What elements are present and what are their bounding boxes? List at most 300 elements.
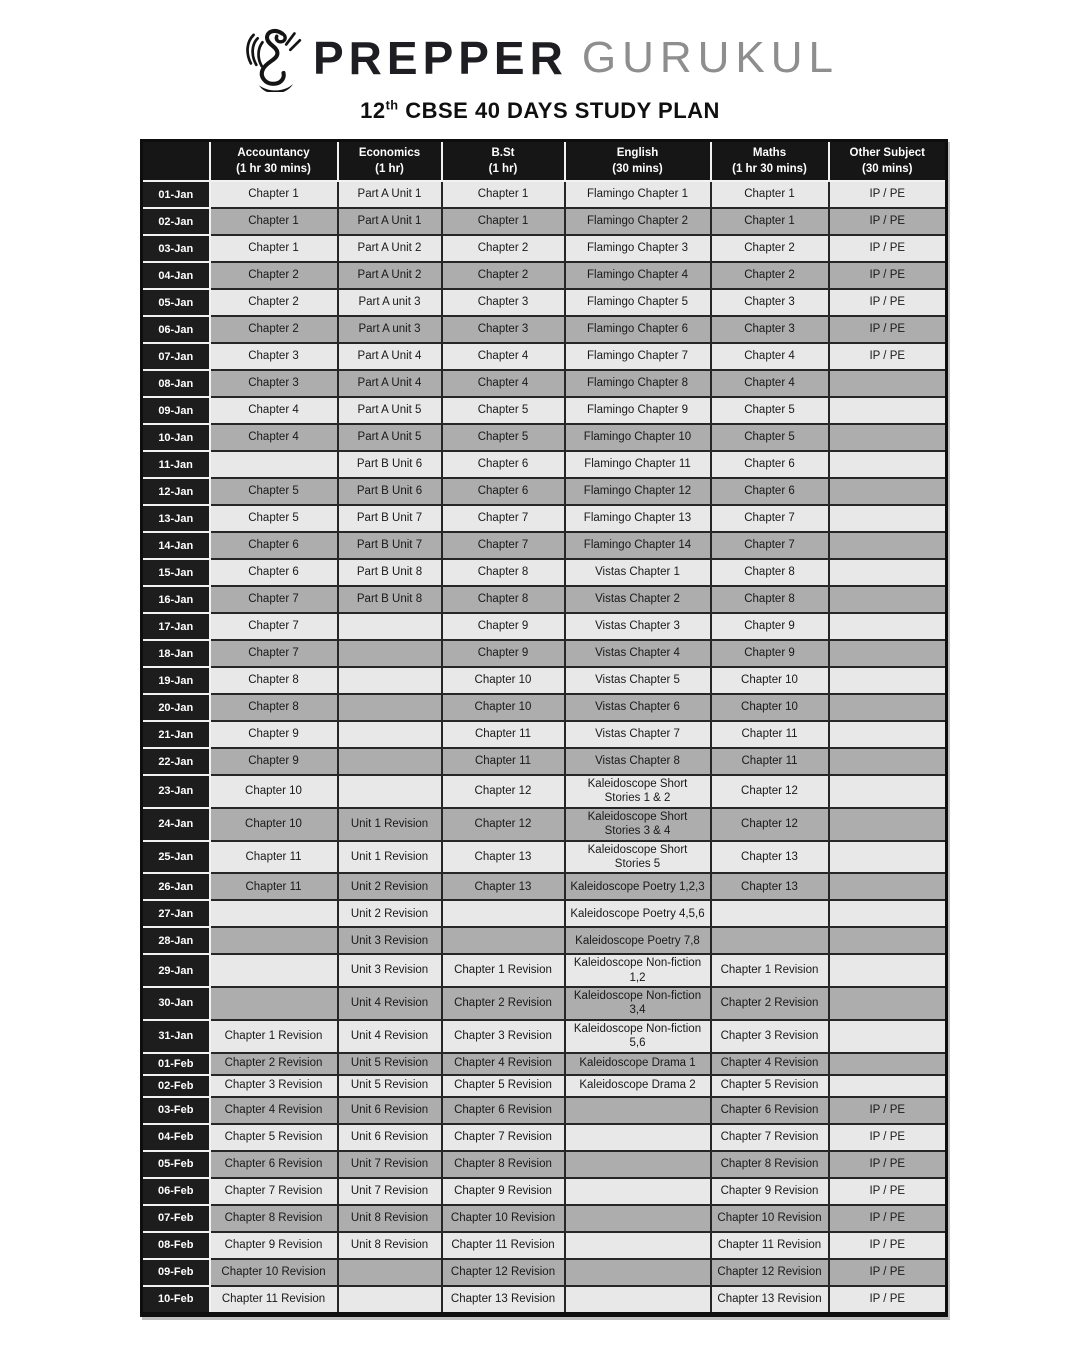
- brand-header: [0, 0, 1080, 124]
- swan-logo-icon: [241, 24, 307, 92]
- plan-cell-05-jan-accountancy: Chapter 2: [210, 289, 338, 316]
- plan-cell-15-jan-maths: Chapter 8: [711, 559, 829, 586]
- plan-cell-09-feb-english: [565, 1259, 711, 1286]
- plan-cell-26-jan-economics: Unit 2 Revision: [338, 873, 442, 900]
- plan-cell-08-feb-other-subject: IP / PE: [829, 1232, 947, 1259]
- plan-row-31-jan: [142, 1020, 947, 1053]
- date-cell-20-jan: 20-Jan: [142, 694, 210, 721]
- study-plan-table: [140, 139, 948, 1317]
- plan-cell-18-jan-other-subject: [829, 640, 947, 667]
- plan-cell-05-jan-other-subject: IP / PE: [829, 289, 947, 316]
- plan-cell-10-jan-other-subject: [829, 424, 947, 451]
- plan-cell-10-feb-english: [565, 1286, 711, 1315]
- plan-cell-27-jan-economics: Unit 2 Revision: [338, 900, 442, 927]
- col-header-economics: Economics (1 hr): [338, 141, 442, 182]
- plan-cell-30-jan-english: Kaleidoscope Non-fiction 3,4: [565, 987, 711, 1020]
- plan-cell-08-feb-english: [565, 1232, 711, 1259]
- plan-cell-05-feb-english: [565, 1151, 711, 1178]
- plan-cell-28-jan-economics: Unit 3 Revision: [338, 927, 442, 954]
- brand-name-secondary: GURUKUL: [581, 33, 839, 82]
- plan-cell-04-jan-b-st: Chapter 2: [442, 262, 565, 289]
- plan-cell-26-jan-maths: Chapter 13: [711, 873, 829, 900]
- plan-cell-04-feb-english: [565, 1124, 711, 1151]
- plan-cell-14-jan-other-subject: [829, 532, 947, 559]
- plan-cell-09-feb-maths: Chapter 12 Revision: [711, 1259, 829, 1286]
- date-cell-27-jan: 27-Jan: [142, 900, 210, 927]
- plan-cell-19-jan-other-subject: [829, 667, 947, 694]
- plan-cell-02-feb-accountancy: Chapter 3 Revision: [210, 1075, 338, 1097]
- plan-cell-02-jan-other-subject: IP / PE: [829, 208, 947, 235]
- plan-cell-26-jan-english: Kaleidoscope Poetry 1,2,3: [565, 873, 711, 900]
- plan-cell-08-jan-maths: Chapter 4: [711, 370, 829, 397]
- plan-cell-27-jan-accountancy: [210, 900, 338, 927]
- plan-cell-09-jan-english: Flamingo Chapter 9: [565, 397, 711, 424]
- header-row: [142, 141, 947, 182]
- plan-cell-10-jan-accountancy: Chapter 4: [210, 424, 338, 451]
- plan-cell-08-feb-accountancy: Chapter 9 Revision: [210, 1232, 338, 1259]
- date-cell-01-feb: 01-Feb: [142, 1053, 210, 1075]
- plan-cell-02-jan-accountancy: Chapter 1: [210, 208, 338, 235]
- plan-row-17-jan: [142, 613, 947, 640]
- plan-cell-10-feb-accountancy: Chapter 11 Revision: [210, 1286, 338, 1315]
- plan-cell-01-feb-other-subject: [829, 1053, 947, 1075]
- plan-cell-22-jan-maths: Chapter 11: [711, 748, 829, 775]
- plan-cell-19-jan-accountancy: Chapter 8: [210, 667, 338, 694]
- brand-name-primary: PREPPER: [312, 32, 568, 84]
- plan-cell-27-jan-english: Kaleidoscope Poetry 4,5,6: [565, 900, 711, 927]
- date-cell-04-jan: 04-Jan: [142, 262, 210, 289]
- plan-cell-22-jan-accountancy: Chapter 9: [210, 748, 338, 775]
- plan-cell-10-jan-english: Flamingo Chapter 10: [565, 424, 711, 451]
- plan-cell-03-feb-b-st: Chapter 6 Revision: [442, 1097, 565, 1124]
- plan-cell-30-jan-accountancy: [210, 987, 338, 1020]
- plan-cell-26-jan-b-st: Chapter 13: [442, 873, 565, 900]
- plan-row-15-jan: [142, 559, 947, 586]
- plan-cell-07-feb-b-st: Chapter 10 Revision: [442, 1205, 565, 1232]
- plan-cell-17-jan-maths: Chapter 9: [711, 613, 829, 640]
- plan-cell-06-feb-economics: Unit 7 Revision: [338, 1178, 442, 1205]
- plan-row-12-jan: [142, 478, 947, 505]
- plan-cell-03-feb-maths: Chapter 6 Revision: [711, 1097, 829, 1124]
- plan-cell-01-feb-english: Kaleidoscope Drama 1: [565, 1053, 711, 1075]
- plan-row-02-feb: [142, 1075, 947, 1097]
- plan-cell-24-jan-b-st: Chapter 12: [442, 808, 565, 841]
- plan-cell-20-jan-b-st: Chapter 10: [442, 694, 565, 721]
- plan-cell-19-jan-maths: Chapter 10: [711, 667, 829, 694]
- plan-cell-04-jan-maths: Chapter 2: [711, 262, 829, 289]
- plan-cell-31-jan-economics: Unit 4 Revision: [338, 1020, 442, 1053]
- plan-cell-23-jan-accountancy: Chapter 10: [210, 775, 338, 808]
- plan-cell-01-feb-b-st: Chapter 4 Revision: [442, 1053, 565, 1075]
- date-cell-03-jan: 03-Jan: [142, 235, 210, 262]
- plan-cell-16-jan-maths: Chapter 8: [711, 586, 829, 613]
- plan-cell-08-feb-economics: Unit 8 Revision: [338, 1232, 442, 1259]
- plan-cell-09-jan-maths: Chapter 5: [711, 397, 829, 424]
- plan-cell-10-jan-economics: Part A Unit 5: [338, 424, 442, 451]
- date-cell-26-jan: 26-Jan: [142, 873, 210, 900]
- plan-cell-01-feb-maths: Chapter 4 Revision: [711, 1053, 829, 1075]
- plan-cell-20-jan-economics: [338, 694, 442, 721]
- plan-cell-17-jan-english: Vistas Chapter 3: [565, 613, 711, 640]
- page-title-grade-suffix: th: [385, 97, 399, 113]
- plan-cell-18-jan-maths: Chapter 9: [711, 640, 829, 667]
- plan-cell-05-feb-b-st: Chapter 8 Revision: [442, 1151, 565, 1178]
- plan-cell-08-jan-economics: Part A Unit 4: [338, 370, 442, 397]
- plan-cell-29-jan-maths: Chapter 1 Revision: [711, 954, 829, 987]
- plan-cell-16-jan-other-subject: [829, 586, 947, 613]
- plan-cell-21-jan-maths: Chapter 11: [711, 721, 829, 748]
- plan-cell-06-jan-b-st: Chapter 3: [442, 316, 565, 343]
- plan-row-07-feb: [142, 1205, 947, 1232]
- plan-cell-25-jan-economics: Unit 1 Revision: [338, 841, 442, 874]
- plan-cell-21-jan-economics: [338, 721, 442, 748]
- plan-cell-07-feb-accountancy: Chapter 8 Revision: [210, 1205, 338, 1232]
- plan-cell-14-jan-economics: Part B Unit 7: [338, 532, 442, 559]
- date-cell-13-jan: 13-Jan: [142, 505, 210, 532]
- plan-row-09-jan: [142, 397, 947, 424]
- plan-cell-04-jan-english: Flamingo Chapter 4: [565, 262, 711, 289]
- plan-cell-05-jan-english: Flamingo Chapter 5: [565, 289, 711, 316]
- plan-cell-03-jan-economics: Part A Unit 2: [338, 235, 442, 262]
- plan-cell-16-jan-b-st: Chapter 8: [442, 586, 565, 613]
- plan-row-10-feb: [142, 1286, 947, 1315]
- plan-cell-07-jan-b-st: Chapter 4: [442, 343, 565, 370]
- plan-cell-11-jan-english: Flamingo Chapter 11: [565, 451, 711, 478]
- plan-cell-25-jan-maths: Chapter 13: [711, 841, 829, 874]
- plan-cell-05-jan-economics: Part A unit 3: [338, 289, 442, 316]
- plan-cell-09-jan-accountancy: Chapter 4: [210, 397, 338, 424]
- plan-cell-16-jan-english: Vistas Chapter 2: [565, 586, 711, 613]
- plan-cell-03-feb-economics: Unit 6 Revision: [338, 1097, 442, 1124]
- plan-cell-01-jan-maths: Chapter 1: [711, 181, 829, 208]
- plan-row-24-jan: [142, 808, 947, 841]
- date-cell-30-jan: 30-Jan: [142, 987, 210, 1020]
- date-cell-01-jan: 01-Jan: [142, 181, 210, 208]
- plan-cell-10-feb-other-subject: IP / PE: [829, 1286, 947, 1315]
- date-cell-09-jan: 09-Jan: [142, 397, 210, 424]
- plan-cell-24-jan-maths: Chapter 12: [711, 808, 829, 841]
- plan-cell-03-feb-english: [565, 1097, 711, 1124]
- plan-cell-14-jan-english: Flamingo Chapter 14: [565, 532, 711, 559]
- date-cell-10-feb: 10-Feb: [142, 1286, 210, 1315]
- plan-cell-05-jan-maths: Chapter 3: [711, 289, 829, 316]
- plan-cell-31-jan-maths: Chapter 3 Revision: [711, 1020, 829, 1053]
- date-cell-10-jan: 10-Jan: [142, 424, 210, 451]
- plan-cell-04-jan-other-subject: IP / PE: [829, 262, 947, 289]
- plan-cell-27-jan-b-st: [442, 900, 565, 927]
- plan-cell-29-jan-accountancy: [210, 954, 338, 987]
- plan-cell-02-jan-english: Flamingo Chapter 2: [565, 208, 711, 235]
- plan-cell-06-feb-b-st: Chapter 9 Revision: [442, 1178, 565, 1205]
- table-body: [142, 181, 947, 1314]
- date-cell-05-feb: 05-Feb: [142, 1151, 210, 1178]
- plan-cell-23-jan-economics: [338, 775, 442, 808]
- plan-cell-10-jan-maths: Chapter 5: [711, 424, 829, 451]
- plan-cell-10-feb-maths: Chapter 13 Revision: [711, 1286, 829, 1315]
- plan-cell-08-jan-english: Flamingo Chapter 8: [565, 370, 711, 397]
- plan-cell-02-feb-maths: Chapter 5 Revision: [711, 1075, 829, 1097]
- plan-cell-19-jan-economics: [338, 667, 442, 694]
- plan-cell-26-jan-other-subject: [829, 873, 947, 900]
- plan-cell-01-feb-accountancy: Chapter 2 Revision: [210, 1053, 338, 1075]
- plan-cell-07-feb-other-subject: IP / PE: [829, 1205, 947, 1232]
- plan-cell-29-jan-other-subject: [829, 954, 947, 987]
- plan-cell-01-jan-b-st: Chapter 1: [442, 181, 565, 208]
- plan-cell-24-jan-economics: Unit 1 Revision: [338, 808, 442, 841]
- plan-cell-11-jan-accountancy: [210, 451, 338, 478]
- plan-row-25-jan: [142, 841, 947, 874]
- plan-cell-26-jan-accountancy: Chapter 11: [210, 873, 338, 900]
- col-header-b-st: B.St (1 hr): [442, 141, 565, 182]
- table-header: [142, 141, 947, 182]
- plan-cell-07-jan-economics: Part A Unit 4: [338, 343, 442, 370]
- plan-cell-09-feb-other-subject: IP / PE: [829, 1259, 947, 1286]
- plan-cell-06-jan-other-subject: IP / PE: [829, 316, 947, 343]
- plan-cell-07-jan-accountancy: Chapter 3: [210, 343, 338, 370]
- plan-cell-30-jan-maths: Chapter 2 Revision: [711, 987, 829, 1020]
- plan-row-20-jan: [142, 694, 947, 721]
- plan-row-03-feb: [142, 1097, 947, 1124]
- plan-row-18-jan: [142, 640, 947, 667]
- plan-row-01-feb: [142, 1053, 947, 1075]
- date-cell-08-feb: 08-Feb: [142, 1232, 210, 1259]
- date-cell-31-jan: 31-Jan: [142, 1020, 210, 1053]
- date-cell-25-jan: 25-Jan: [142, 841, 210, 874]
- plan-cell-28-jan-maths: [711, 927, 829, 954]
- plan-cell-07-feb-english: [565, 1205, 711, 1232]
- plan-cell-18-jan-b-st: Chapter 9: [442, 640, 565, 667]
- plan-cell-08-jan-b-st: Chapter 4: [442, 370, 565, 397]
- plan-cell-06-feb-accountancy: Chapter 7 Revision: [210, 1178, 338, 1205]
- date-cell-21-jan: 21-Jan: [142, 721, 210, 748]
- plan-cell-30-jan-economics: Unit 4 Revision: [338, 987, 442, 1020]
- corner-cell: [142, 141, 210, 182]
- plan-cell-09-feb-accountancy: Chapter 10 Revision: [210, 1259, 338, 1286]
- plan-cell-29-jan-english: Kaleidoscope Non-fiction 1,2: [565, 954, 711, 987]
- plan-cell-02-feb-economics: Unit 5 Revision: [338, 1075, 442, 1097]
- plan-cell-03-jan-maths: Chapter 2: [711, 235, 829, 262]
- plan-row-06-jan: [142, 316, 947, 343]
- date-cell-28-jan: 28-Jan: [142, 927, 210, 954]
- plan-row-08-feb: [142, 1232, 947, 1259]
- plan-cell-12-jan-b-st: Chapter 6: [442, 478, 565, 505]
- plan-cell-22-jan-b-st: Chapter 11: [442, 748, 565, 775]
- plan-cell-11-jan-economics: Part B Unit 6: [338, 451, 442, 478]
- plan-cell-15-jan-accountancy: Chapter 6: [210, 559, 338, 586]
- plan-cell-25-jan-b-st: Chapter 13: [442, 841, 565, 874]
- date-cell-24-jan: 24-Jan: [142, 808, 210, 841]
- plan-cell-29-jan-economics: Unit 3 Revision: [338, 954, 442, 987]
- plan-cell-02-jan-economics: Part A Unit 1: [338, 208, 442, 235]
- date-cell-08-jan: 08-Jan: [142, 370, 210, 397]
- date-cell-11-jan: 11-Jan: [142, 451, 210, 478]
- plan-cell-17-jan-other-subject: [829, 613, 947, 640]
- plan-cell-03-jan-english: Flamingo Chapter 3: [565, 235, 711, 262]
- plan-cell-21-jan-b-st: Chapter 11: [442, 721, 565, 748]
- plan-cell-02-feb-other-subject: [829, 1075, 947, 1097]
- plan-cell-06-feb-maths: Chapter 9 Revision: [711, 1178, 829, 1205]
- plan-cell-25-jan-other-subject: [829, 841, 947, 874]
- plan-cell-07-jan-english: Flamingo Chapter 7: [565, 343, 711, 370]
- plan-cell-23-jan-maths: Chapter 12: [711, 775, 829, 808]
- plan-cell-16-jan-accountancy: Chapter 7: [210, 586, 338, 613]
- plan-cell-20-jan-accountancy: Chapter 8: [210, 694, 338, 721]
- plan-cell-09-jan-b-st: Chapter 5: [442, 397, 565, 424]
- plan-cell-12-jan-accountancy: Chapter 5: [210, 478, 338, 505]
- plan-cell-10-jan-b-st: Chapter 5: [442, 424, 565, 451]
- plan-cell-17-jan-economics: [338, 613, 442, 640]
- plan-cell-31-jan-accountancy: Chapter 1 Revision: [210, 1020, 338, 1053]
- plan-cell-11-jan-b-st: Chapter 6: [442, 451, 565, 478]
- plan-row-29-jan: [142, 954, 947, 987]
- plan-cell-09-feb-economics: [338, 1259, 442, 1286]
- plan-cell-31-jan-other-subject: [829, 1020, 947, 1053]
- plan-cell-09-jan-other-subject: [829, 397, 947, 424]
- date-cell-17-jan: 17-Jan: [142, 613, 210, 640]
- date-cell-09-feb: 09-Feb: [142, 1259, 210, 1286]
- plan-row-08-jan: [142, 370, 947, 397]
- plan-cell-14-jan-accountancy: Chapter 6: [210, 532, 338, 559]
- plan-row-27-jan: [142, 900, 947, 927]
- page-title: [0, 98, 1080, 124]
- plan-cell-13-jan-accountancy: Chapter 5: [210, 505, 338, 532]
- plan-cell-13-jan-economics: Part B Unit 7: [338, 505, 442, 532]
- plan-cell-05-feb-economics: Unit 7 Revision: [338, 1151, 442, 1178]
- plan-cell-13-jan-b-st: Chapter 7: [442, 505, 565, 532]
- plan-cell-29-jan-b-st: Chapter 1 Revision: [442, 954, 565, 987]
- date-cell-18-jan: 18-Jan: [142, 640, 210, 667]
- plan-cell-25-jan-accountancy: Chapter 11: [210, 841, 338, 874]
- plan-cell-16-jan-economics: Part B Unit 8: [338, 586, 442, 613]
- brand-row: [0, 24, 1080, 92]
- plan-cell-06-feb-english: [565, 1178, 711, 1205]
- plan-cell-05-feb-other-subject: IP / PE: [829, 1151, 947, 1178]
- plan-row-04-jan: [142, 262, 947, 289]
- plan-row-30-jan: [142, 987, 947, 1020]
- plan-cell-23-jan-b-st: Chapter 12: [442, 775, 565, 808]
- date-cell-04-feb: 04-Feb: [142, 1124, 210, 1151]
- plan-cell-04-jan-accountancy: Chapter 2: [210, 262, 338, 289]
- plan-row-23-jan: [142, 775, 947, 808]
- date-cell-19-jan: 19-Jan: [142, 667, 210, 694]
- col-header-english: English (30 mins): [565, 141, 711, 182]
- plan-row-14-jan: [142, 532, 947, 559]
- plan-cell-09-jan-economics: Part A Unit 5: [338, 397, 442, 424]
- plan-cell-03-jan-accountancy: Chapter 1: [210, 235, 338, 262]
- plan-cell-10-feb-b-st: Chapter 13 Revision: [442, 1286, 565, 1315]
- plan-row-03-jan: [142, 235, 947, 262]
- plan-cell-18-jan-accountancy: Chapter 7: [210, 640, 338, 667]
- date-cell-12-jan: 12-Jan: [142, 478, 210, 505]
- plan-cell-28-jan-english: Kaleidoscope Poetry 7,8: [565, 927, 711, 954]
- date-cell-23-jan: 23-Jan: [142, 775, 210, 808]
- date-cell-07-feb: 07-Feb: [142, 1205, 210, 1232]
- plan-cell-28-jan-other-subject: [829, 927, 947, 954]
- date-cell-05-jan: 05-Jan: [142, 289, 210, 316]
- plan-cell-12-jan-economics: Part B Unit 6: [338, 478, 442, 505]
- plan-cell-28-jan-accountancy: [210, 927, 338, 954]
- plan-cell-13-jan-other-subject: [829, 505, 947, 532]
- plan-cell-27-jan-maths: [711, 900, 829, 927]
- date-cell-06-jan: 06-Jan: [142, 316, 210, 343]
- plan-row-28-jan: [142, 927, 947, 954]
- plan-cell-18-jan-economics: [338, 640, 442, 667]
- plan-cell-04-feb-accountancy: Chapter 5 Revision: [210, 1124, 338, 1151]
- plan-cell-21-jan-other-subject: [829, 721, 947, 748]
- plan-cell-20-jan-maths: Chapter 10: [711, 694, 829, 721]
- plan-row-07-jan: [142, 343, 947, 370]
- plan-cell-01-jan-english: Flamingo Chapter 1: [565, 181, 711, 208]
- plan-cell-06-feb-other-subject: IP / PE: [829, 1178, 947, 1205]
- plan-row-26-jan: [142, 873, 947, 900]
- plan-cell-08-feb-b-st: Chapter 11 Revision: [442, 1232, 565, 1259]
- plan-row-01-jan: [142, 181, 947, 208]
- plan-cell-12-jan-maths: Chapter 6: [711, 478, 829, 505]
- date-cell-02-jan: 02-Jan: [142, 208, 210, 235]
- plan-row-11-jan: [142, 451, 947, 478]
- plan-cell-07-feb-economics: Unit 8 Revision: [338, 1205, 442, 1232]
- page-title-rest: CBSE 40 DAYS STUDY PLAN: [398, 98, 720, 123]
- plan-cell-01-jan-other-subject: IP / PE: [829, 181, 947, 208]
- plan-cell-04-feb-maths: Chapter 7 Revision: [711, 1124, 829, 1151]
- plan-cell-12-jan-english: Flamingo Chapter 12: [565, 478, 711, 505]
- plan-cell-22-jan-economics: [338, 748, 442, 775]
- plan-cell-08-jan-accountancy: Chapter 3: [210, 370, 338, 397]
- col-header-maths: Maths (1 hr 30 mins): [711, 141, 829, 182]
- plan-cell-01-feb-economics: Unit 5 Revision: [338, 1053, 442, 1075]
- plan-cell-20-jan-other-subject: [829, 694, 947, 721]
- plan-cell-25-jan-english: Kaleidoscope Short Stories 5: [565, 841, 711, 874]
- plan-row-19-jan: [142, 667, 947, 694]
- plan-cell-21-jan-accountancy: Chapter 9: [210, 721, 338, 748]
- plan-cell-05-feb-maths: Chapter 8 Revision: [711, 1151, 829, 1178]
- plan-cell-14-jan-b-st: Chapter 7: [442, 532, 565, 559]
- plan-row-22-jan: [142, 748, 947, 775]
- plan-cell-07-jan-maths: Chapter 4: [711, 343, 829, 370]
- plan-cell-08-jan-other-subject: [829, 370, 947, 397]
- plan-cell-17-jan-b-st: Chapter 9: [442, 613, 565, 640]
- plan-cell-04-feb-economics: Unit 6 Revision: [338, 1124, 442, 1151]
- plan-cell-12-jan-other-subject: [829, 478, 947, 505]
- plan-cell-06-jan-economics: Part A unit 3: [338, 316, 442, 343]
- date-cell-07-jan: 07-Jan: [142, 343, 210, 370]
- plan-cell-04-jan-economics: Part A Unit 2: [338, 262, 442, 289]
- plan-cell-15-jan-english: Vistas Chapter 1: [565, 559, 711, 586]
- plan-cell-24-jan-accountancy: Chapter 10: [210, 808, 338, 841]
- plan-cell-19-jan-english: Vistas Chapter 5: [565, 667, 711, 694]
- date-cell-29-jan: 29-Jan: [142, 954, 210, 987]
- plan-cell-04-feb-other-subject: IP / PE: [829, 1124, 947, 1151]
- plan-cell-23-jan-english: Kaleidoscope Short Stories 1 & 2: [565, 775, 711, 808]
- plan-cell-09-feb-b-st: Chapter 12 Revision: [442, 1259, 565, 1286]
- date-cell-22-jan: 22-Jan: [142, 748, 210, 775]
- plan-cell-01-jan-accountancy: Chapter 1: [210, 181, 338, 208]
- plan-cell-03-feb-accountancy: Chapter 4 Revision: [210, 1097, 338, 1124]
- plan-row-21-jan: [142, 721, 947, 748]
- plan-cell-22-jan-other-subject: [829, 748, 947, 775]
- plan-cell-03-jan-other-subject: IP / PE: [829, 235, 947, 262]
- plan-cell-15-jan-economics: Part B Unit 8: [338, 559, 442, 586]
- plan-cell-24-jan-english: Kaleidoscope Short Stories 3 & 4: [565, 808, 711, 841]
- plan-cell-04-feb-b-st: Chapter 7 Revision: [442, 1124, 565, 1151]
- plan-cell-08-feb-maths: Chapter 11 Revision: [711, 1232, 829, 1259]
- plan-cell-06-jan-maths: Chapter 3: [711, 316, 829, 343]
- plan-row-09-feb: [142, 1259, 947, 1286]
- plan-cell-06-jan-english: Flamingo Chapter 6: [565, 316, 711, 343]
- plan-cell-18-jan-english: Vistas Chapter 4: [565, 640, 711, 667]
- plan-cell-30-jan-other-subject: [829, 987, 947, 1020]
- plan-cell-28-jan-b-st: [442, 927, 565, 954]
